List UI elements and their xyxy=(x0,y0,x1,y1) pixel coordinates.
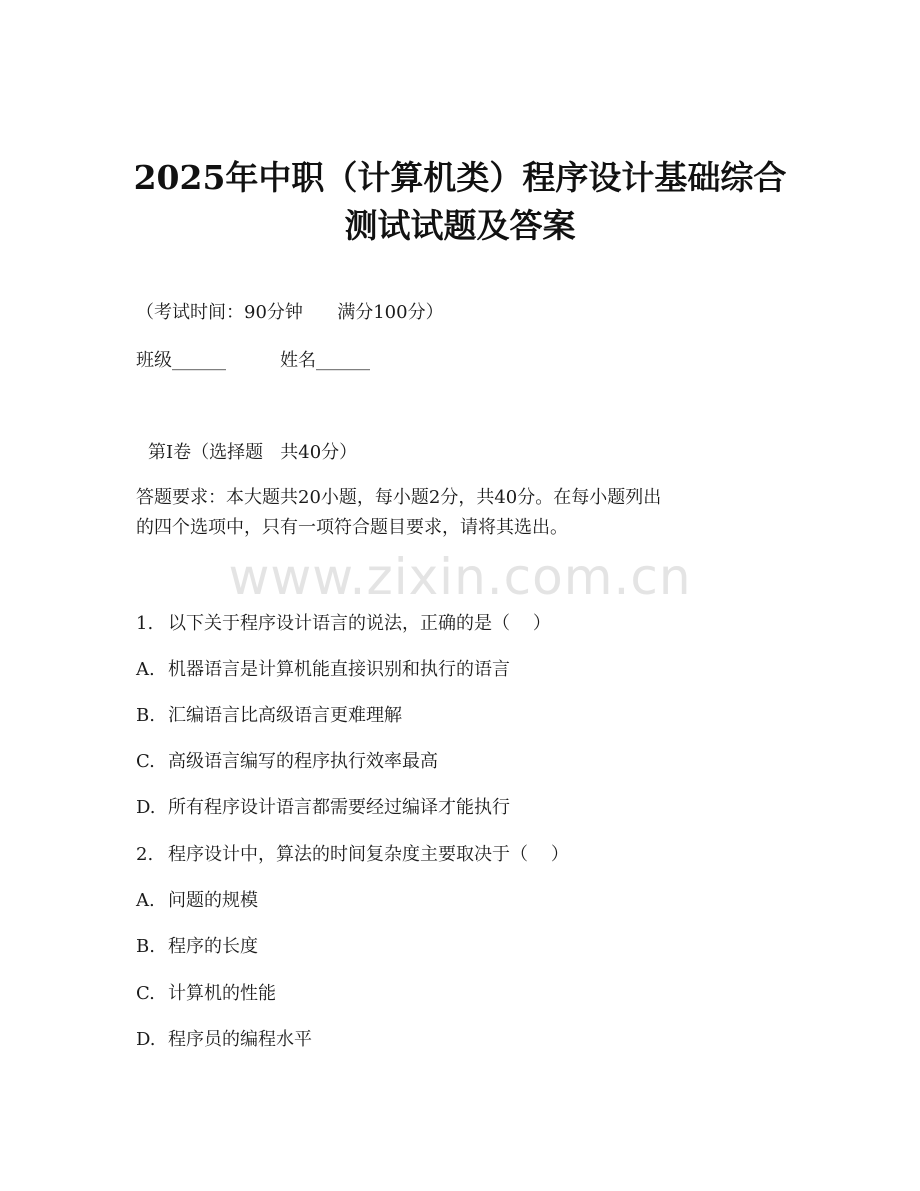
question-2-option-c xyxy=(136,981,276,1007)
option-label: B. xyxy=(136,936,155,957)
instructions-line-1: 答题要求：本大题共20小题，每小题2分，共40分。在每小题列出 xyxy=(136,487,662,508)
question-1-option-b xyxy=(136,703,402,729)
student-info-line xyxy=(136,348,370,374)
question-number: 1. xyxy=(136,613,154,634)
option-label: A. xyxy=(136,659,155,680)
instructions-line-2: 的四个选项中，只有一项符合题目要求，请将其选出。 xyxy=(136,517,568,538)
question-1 xyxy=(136,611,551,637)
question-text: 程序设计中，算法的时间复杂度主要取决于（ ） xyxy=(168,844,569,865)
question-2-option-b xyxy=(136,934,258,960)
question-text: 以下关于程序设计语言的说法，正确的是（ ） xyxy=(168,613,551,634)
page-title-line-2: 测试试题及答案 xyxy=(344,206,576,245)
question-2-option-d xyxy=(136,1027,312,1053)
page-title-line-1: 2025年中职（计算机类）程序设计基础综合 xyxy=(133,158,787,197)
watermark: www.zixin.com.cn xyxy=(228,548,692,606)
option-text: 机器语言是计算机能直接识别和执行的语言 xyxy=(168,659,510,680)
question-1-option-a xyxy=(136,657,510,683)
option-label: B. xyxy=(136,705,155,726)
question-2 xyxy=(136,842,569,868)
name-field-label: 姓名______ xyxy=(280,350,370,371)
exam-info: （考试时间：90分钟 满分100分） xyxy=(136,302,444,323)
option-label: A. xyxy=(136,890,155,911)
option-text: 高级语言编写的程序执行效率最高 xyxy=(168,751,438,772)
option-text: 程序的长度 xyxy=(168,936,258,957)
option-text: 汇编语言比高级语言更难理解 xyxy=(168,705,402,726)
question-2-option-a xyxy=(136,888,258,914)
section-heading: 第Ⅰ卷（选择题 共40分） xyxy=(148,442,358,463)
option-label: D. xyxy=(136,1029,156,1050)
question-1-option-c xyxy=(136,749,438,775)
option-text: 计算机的性能 xyxy=(168,983,276,1004)
option-label: C. xyxy=(136,983,155,1004)
option-label: D. xyxy=(136,797,156,818)
question-1-option-d xyxy=(136,795,510,821)
option-text: 所有程序设计语言都需要经过编译才能执行 xyxy=(168,797,510,818)
option-text: 程序员的编程水平 xyxy=(168,1029,312,1050)
option-text: 问题的规模 xyxy=(168,890,258,911)
question-number: 2. xyxy=(136,844,154,865)
class-field-label: 班级______ xyxy=(136,350,226,371)
option-label: C. xyxy=(136,751,155,772)
